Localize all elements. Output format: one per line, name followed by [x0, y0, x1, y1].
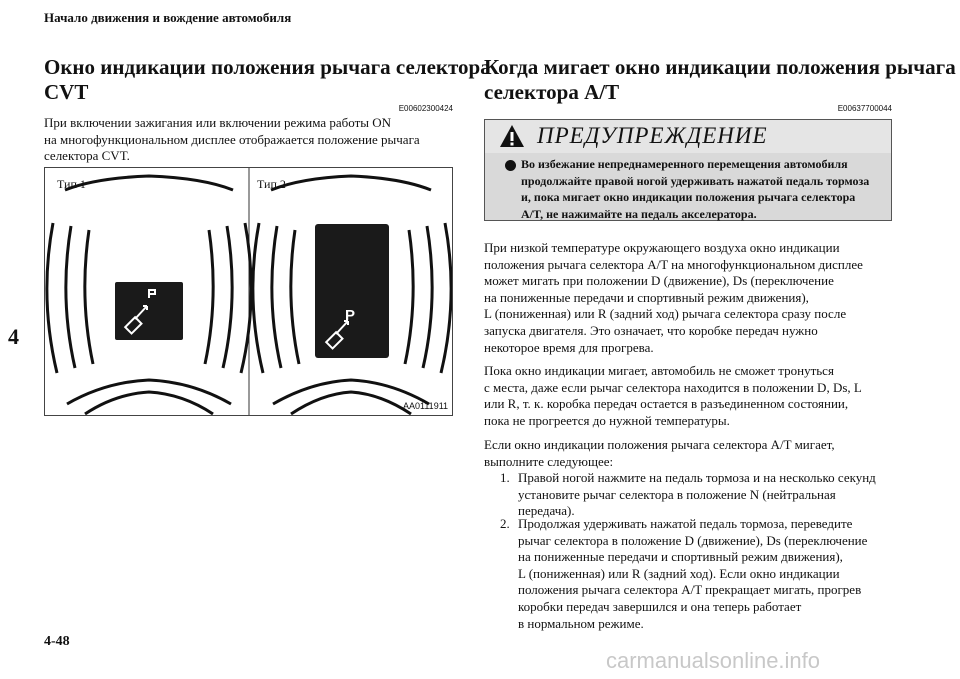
figure-illustration: [45, 168, 453, 416]
running-header: Начало движения и вождение автомобиля: [44, 10, 292, 25]
paragraph-blinking: Пока окно индикации мигает, автомобиль не сможет тронуться с места, даже если рычаг селектора находится в положении D, Ds, L или R, т. к. коробка передач остается в разъединенном состоянии, пока не прогреется до нужной температуры.: [484, 363, 862, 428]
list-item-step-2: 2. Продолжая удерживать нажатой педаль тормоза, переведите рычаг селектора в положение D (движение), Ds (переключение на пониженные передачи и спортивный режим движения), L (пониженная) или R (задний ход). Если окно индикации положения рычага селектора A/T прекращает мигать, прогрев коробки передач завершился и она теперь работает в нормальном режиме.: [500, 516, 868, 631]
warning-triangle-icon: [499, 124, 525, 148]
section-title-at: Когда мигает окно индикации положения рычага селектора A/T: [484, 55, 956, 104]
bullet-icon: [505, 160, 516, 171]
figure-label-type1: Тип 1: [57, 177, 86, 191]
chapter-tab[interactable]: [0, 318, 28, 360]
figure-label-type2: Тип 2: [257, 177, 286, 191]
warning-body: Во избежание непреднамеренного перемещения автомобиля продолжайте правой ногой удерживать нажатой педаль тормоза и, пока мигает окно индикации положения рычага селектора A/T, не нажимайте на педаль акселератора.: [485, 153, 891, 220]
section-code-right: E00637700044: [837, 104, 892, 113]
figure-code: AA0111911: [403, 401, 449, 411]
section-title-cvt: Окно индикации положения рычага селектора CVT: [44, 55, 491, 104]
gear-position-letter: P: [345, 307, 356, 324]
warning-title: ПРЕДУПРЕЖДЕНИЕ: [537, 123, 768, 148]
page-number: 4-48: [44, 634, 70, 649]
figure-indicator-types: [44, 167, 453, 416]
paragraph-instructions: Если окно индикации положения рычага селектора A/T мигает, выполните следующее:: [484, 437, 835, 469]
left-paragraph: При включении зажигания или включении режима работы ON на многофункциональном дисплее отображается положение рычага селектора CVT.: [44, 115, 420, 164]
watermark-text: carmanualsonline.info: [606, 648, 821, 673]
chapter-number: 4: [8, 324, 19, 349]
type2-display-window: [315, 224, 389, 358]
section-code-left: E00602300424: [398, 104, 453, 113]
warning-title-bar: [485, 120, 891, 154]
paragraph-cold-start: При низкой температуре окружающего воздуха окно индикации положения рычага селектора A/T на многофункциональном дисплее может мигать при положении D (движение), Ds (переключение на пониженные передачи и спортивный режим движения), L (пониженная) или R (задний ход) рычага селектора сразу после запуска двигателя. Это означает, что коробке передач нужно некоторое время для прогрева.: [484, 240, 863, 355]
list-item-step-1: 1. Правой ногой нажмите на педаль тормоза и на несколько секунд установите рычаг селектора в положение N (нейтральная передача).: [500, 470, 876, 519]
warning-box: [484, 119, 892, 221]
